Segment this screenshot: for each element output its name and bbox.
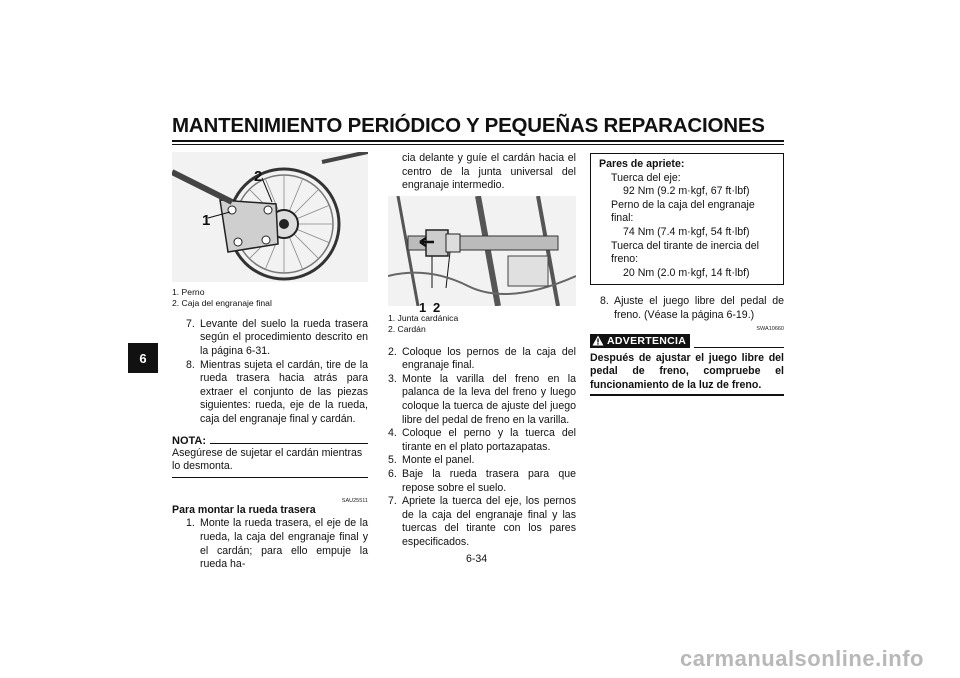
driveshaft-figure — [388, 196, 576, 306]
mount-step-7: 7. Apriete la tuerca del eje, los pernos de la caja del engranaje final y las tuercas del tirante con los pares especificados. — [388, 495, 576, 548]
mount-step-3: 3. Monte la varilla del freno en la palanca de la leva del freno y luego coloque la tuerca de ajuste del juego libre del pedal de freno en la varilla. — [388, 372, 576, 426]
callout-1: 1 — [202, 212, 211, 229]
torque-line: Tuerca del eje: — [611, 171, 681, 184]
torque-line: Tuerca del tirante de inercia del freno: — [611, 239, 760, 266]
title-rule-thin — [172, 144, 784, 145]
column-3 — [590, 153, 784, 396]
column-2 — [388, 152, 576, 550]
chapter-tab: 6 — [128, 343, 158, 373]
page-title: MANTENIMIENTO PERIÓDICO Y PEQUEÑAS REPARACIONES — [172, 114, 765, 137]
nota-text: Asegúrese de sujetar el cardán mientras lo desmonta. — [172, 447, 368, 478]
figure-caption-1: 1. Perno — [172, 287, 205, 297]
torque-value: 92 Nm (9.2 m·kgf, 67 ft·lbf) — [623, 185, 750, 198]
callout-1: 1 — [419, 300, 427, 315]
torque-box-title: Pares de apriete: — [599, 158, 685, 170]
mount-step-1: 1. Monte la rueda trasera, el eje de la rueda, la caja del engranaje final y el cardán; para ello empuje la rueda ha- — [186, 517, 368, 571]
page-number: 6-34 — [466, 553, 488, 565]
nota-header — [172, 435, 368, 447]
step-8-adjust: 8. Ajuste el juego libre del pedal de freno. (Véase la página 6-19.) — [600, 295, 784, 321]
figure-caption-2: 2. Cardán — [388, 324, 426, 335]
warning-label: ADVERTENCIA — [607, 334, 687, 347]
mount-step-6: 6. Baje la rueda trasera para que repose sobre el suelo. — [388, 467, 576, 494]
step-1-continuation: cia delante y guíe el cardán hacia el centro de la junta universal del engranaje intermedio. — [402, 152, 576, 192]
torque-value: 20 Nm (2.0 m·kgf, 14 ft·lbf) — [623, 266, 750, 279]
step-8: 8. Mientras sujeta el cardán, tire de la rueda trasera hacia atrás para extraer el conjunto de las piezas siguientes: rueda, eje de la rueda, caja del engranaje final y cardán. — [186, 358, 368, 425]
torque-value: 74 Nm (7.4 m·kgf, 54 ft·lbf) — [623, 225, 750, 238]
figure-caption-1: 1. Junta cardánica — [388, 312, 459, 323]
warning-badge — [590, 334, 690, 348]
mount-step-5: 5. Monte el panel. — [388, 454, 475, 467]
mount-step-4: 4. Coloque el perno y la tuerca del tirante en el plato portazapatas. — [388, 427, 576, 453]
watermark-text: carmanualsonline.info — [680, 646, 924, 671]
warning-header — [590, 334, 784, 348]
warning-triangle-icon — [592, 335, 604, 346]
title-rule — [172, 140, 784, 142]
warning-text: Después de ajustar el juego libre del pedal de freno, compruebe el funcionamiento de la luz de freno. — [590, 352, 784, 397]
column-1 — [172, 152, 368, 572]
callout-2: 2 — [254, 168, 263, 185]
nota-label: NOTA: — [172, 434, 207, 447]
reference-code: SWA10660 — [756, 325, 784, 332]
callout-2: 2 — [433, 300, 441, 315]
section-title: Para montar la rueda trasera — [172, 503, 316, 516]
figure-caption-2: 2. Caja del engranaje final — [172, 298, 272, 309]
step-7: 7. Levante del suelo la rueda trasera según el procedimiento descrito en la página 6-31. — [186, 317, 368, 357]
torque-line: Perno de la caja del engranaje final: — [611, 198, 755, 225]
mount-step-2: 2. Coloque los pernos de la caja del engranaje final. — [388, 345, 576, 372]
torque-spec-box — [590, 153, 784, 285]
reference-code: SAU25511 — [341, 497, 368, 504]
